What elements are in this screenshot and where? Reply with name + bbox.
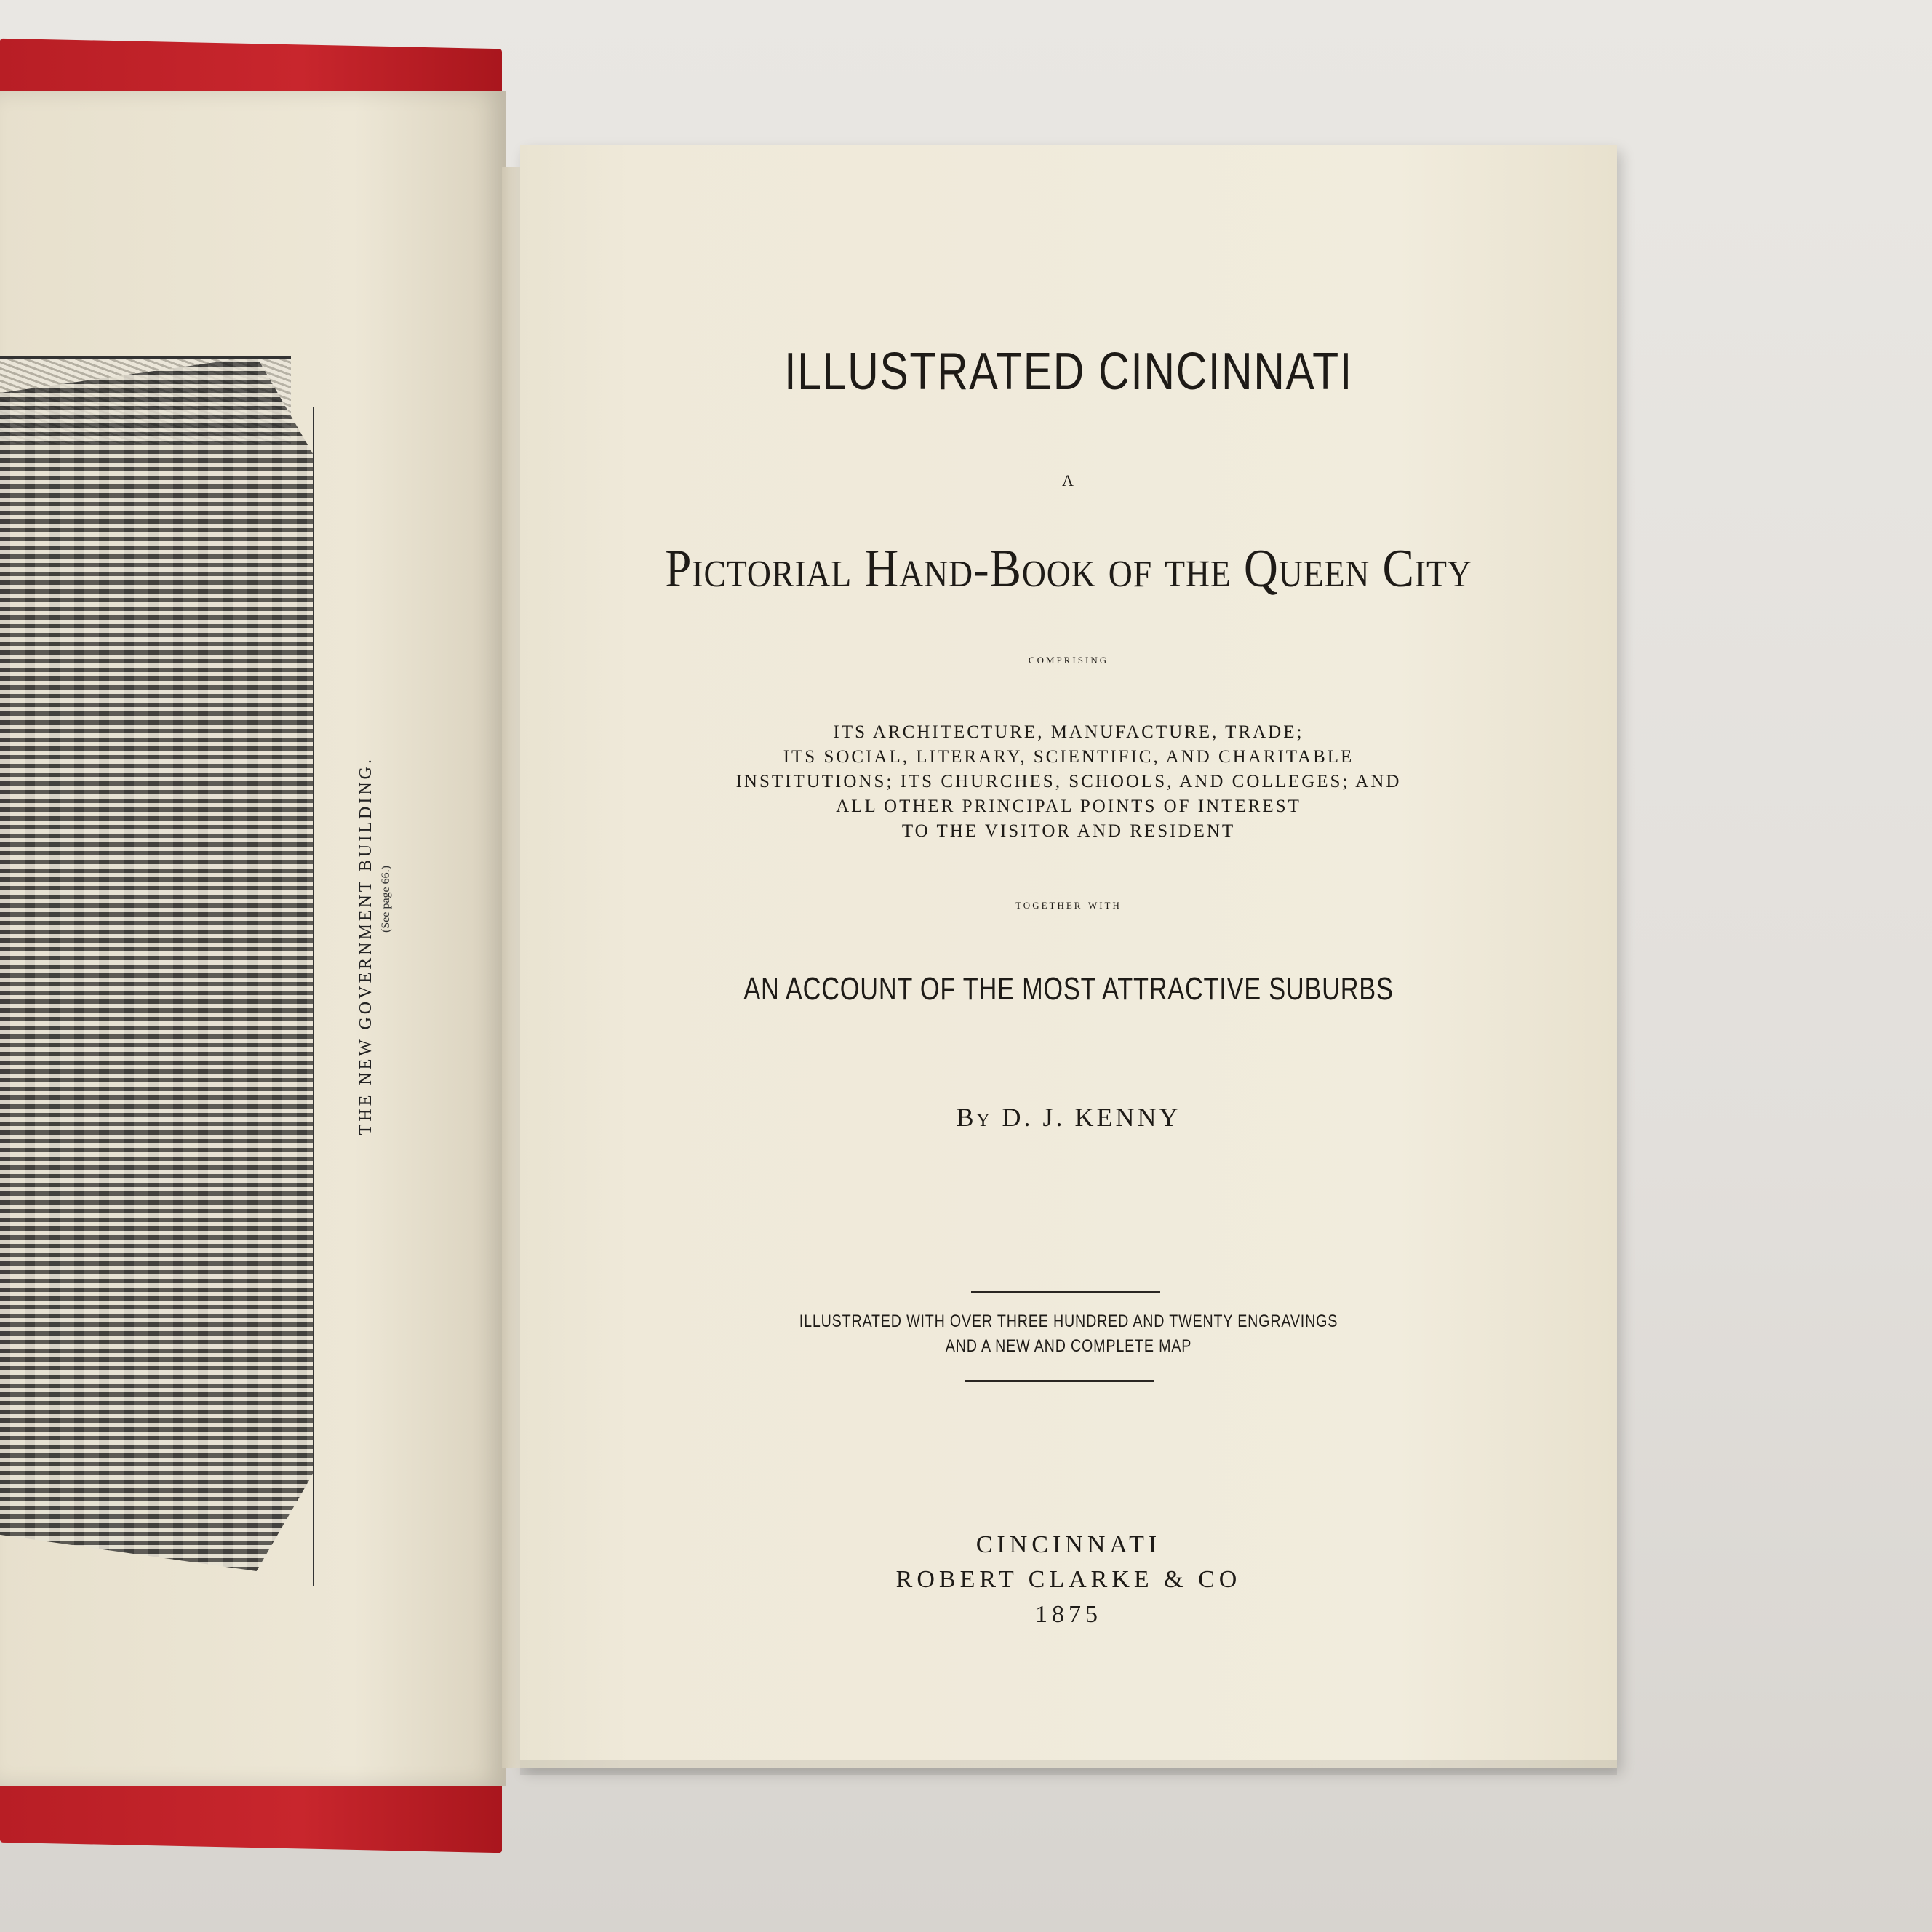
suburbs-heading: AN ACCOUNT OF THE MOST ATTRACTIVE SUBURBS (743, 971, 1394, 1007)
imprint-publisher: ROBERT CLARKE & CO (895, 1566, 1242, 1593)
title-article: A (1062, 471, 1075, 490)
book-title: ILLUSTRATED CINCINNATI (784, 343, 1353, 401)
engraving-border-right (313, 407, 314, 1586)
illustrations-line: ILLUSTRATED WITH OVER THREE HUNDRED AND TWENTY ENGRAVINGS (799, 1312, 1338, 1331)
contents-description (520, 720, 1617, 844)
comprising-label: comprising (1028, 652, 1109, 666)
illustrations-line: AND A NEW AND COMPLETE MAP (945, 1336, 1192, 1356)
page-shadow (520, 1760, 1617, 1775)
engraving-caption (348, 757, 406, 1178)
caption-page-ref: (See page 66.) (380, 866, 392, 933)
contents-line: ITS SOCIAL, LITERARY, SCIENTIFIC, AND CHARITABLE (783, 747, 1354, 767)
contents-line: ITS ARCHITECTURE, MANUFACTURE, TRADE; (833, 722, 1304, 742)
contents-line: TO THE VISITOR AND RESIDENT (901, 821, 1236, 841)
caption-main: THE NEW GOVERNMENT BUILDING. (356, 757, 375, 1135)
contents-line: INSTITUTIONS; ITS CHURCHES, SCHOOLS, AND COLLEGES; AND (735, 772, 1402, 791)
government-building-engraving (0, 356, 313, 1571)
imprint (520, 1528, 1617, 1632)
illustrations-note (619, 1309, 1519, 1359)
imprint-year: 1875 (1035, 1601, 1102, 1628)
divider-rule-top (971, 1291, 1160, 1293)
together-with-label: together with (1015, 897, 1122, 911)
engraving-border-top (0, 356, 291, 359)
book-subtitle: Pictorial Hand-Book of the Queen City (665, 539, 1472, 599)
divider-rule-bottom (965, 1380, 1154, 1382)
author-line: By D. J. KENNY (956, 1103, 1181, 1132)
imprint-city: CINCINNATI (975, 1531, 1162, 1558)
contents-line: ALL OTHER PRINCIPAL POINTS OF INTEREST (836, 797, 1301, 816)
